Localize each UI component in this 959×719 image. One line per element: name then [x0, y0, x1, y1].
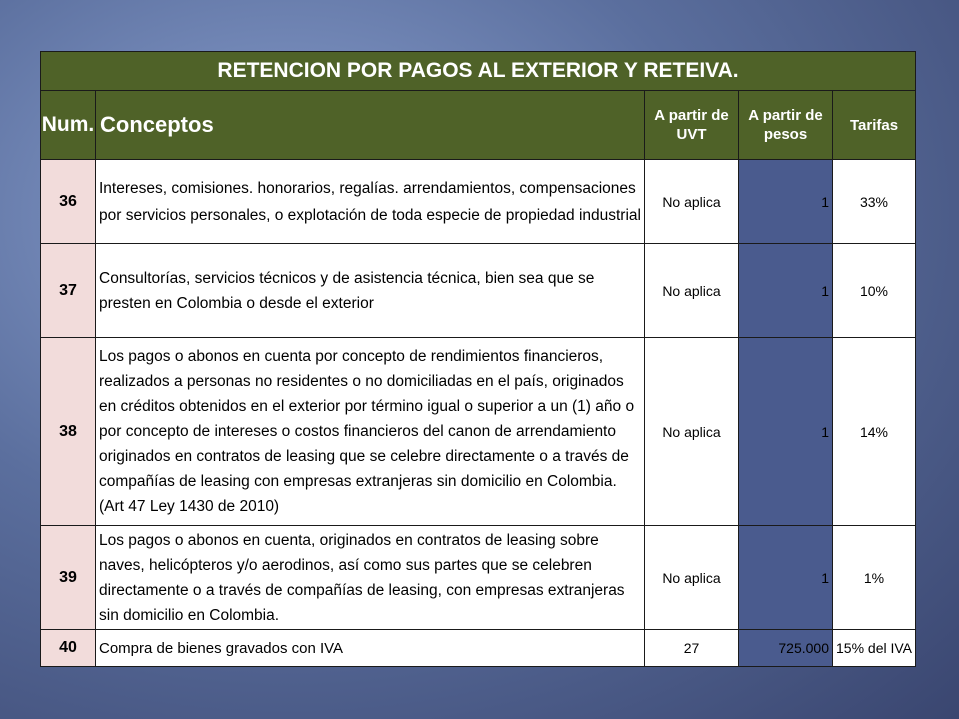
- header-rates: Tarifas: [833, 91, 916, 160]
- title-row: [41, 52, 916, 91]
- header-row: [41, 91, 916, 160]
- row-concept: Compra de bienes gravados con IVA: [96, 630, 645, 667]
- row-num: 40: [41, 630, 96, 667]
- table-row: [41, 338, 916, 526]
- row-num: 37: [41, 244, 96, 338]
- row-concept: Consultorías, servicios técnicos y de asistencia técnica, bien sea que se presten en Colombia o desde el exterior: [96, 244, 645, 338]
- retention-table: [40, 51, 916, 667]
- row-uvt: No aplica: [645, 244, 739, 338]
- row-uvt: No aplica: [645, 526, 739, 630]
- table-title: RETENCION POR PAGOS AL EXTERIOR Y RETEIVA.: [41, 52, 916, 91]
- row-uvt: No aplica: [645, 160, 739, 244]
- table-row: [41, 526, 916, 630]
- row-uvt: 27: [645, 630, 739, 667]
- row-pesos: 725.000: [739, 630, 833, 667]
- row-concept: Los pagos o abonos en cuenta, originados en contratos de leasing sobre naves, helicópteros y/o aerodinos, así como sus partes que se celebren directamente o a través de compañías de leasing, con empresas extranjeras sin domicilio en Colombia.: [96, 526, 645, 630]
- row-rate: 10%: [833, 244, 916, 338]
- table-row: [41, 160, 916, 244]
- row-pesos: 1: [739, 338, 833, 526]
- row-num: 38: [41, 338, 96, 526]
- row-rate: 15% del IVA: [833, 630, 916, 667]
- header-concepts: Conceptos: [96, 91, 645, 160]
- row-rate: 1%: [833, 526, 916, 630]
- table-row: [41, 244, 916, 338]
- row-pesos: 1: [739, 244, 833, 338]
- row-pesos: 1: [739, 160, 833, 244]
- header-num: Num.: [41, 91, 96, 160]
- row-num: 36: [41, 160, 96, 244]
- row-pesos: 1: [739, 526, 833, 630]
- table-row: [41, 630, 916, 667]
- header-pesos: A partir de pesos: [739, 91, 833, 160]
- row-num: 39: [41, 526, 96, 630]
- row-concept: Intereses, comisiones. honorarios, regalías. arrendamientos, compensaciones por servicios personales, o explotación de toda especie de propiedad industrial: [96, 160, 645, 244]
- row-concept: Los pagos o abonos en cuenta por concepto de rendimientos financieros, realizados a personas no residentes o no domiciliadas en el país, originados en créditos obtenidos en el exterior por término igual o superior a un (1) año o por concepto de intereses o costos financieros del canon de arrendamiento originados en contratos de leasing que se celebre directamente o a través de compañías de leasing con empresas extranjeras sin domicilio en Colombia. (Art 47 Ley 1430 de 2010): [96, 338, 645, 526]
- row-rate: 33%: [833, 160, 916, 244]
- header-uvt: A partir de UVT: [645, 91, 739, 160]
- row-uvt: No aplica: [645, 338, 739, 526]
- row-rate: 14%: [833, 338, 916, 526]
